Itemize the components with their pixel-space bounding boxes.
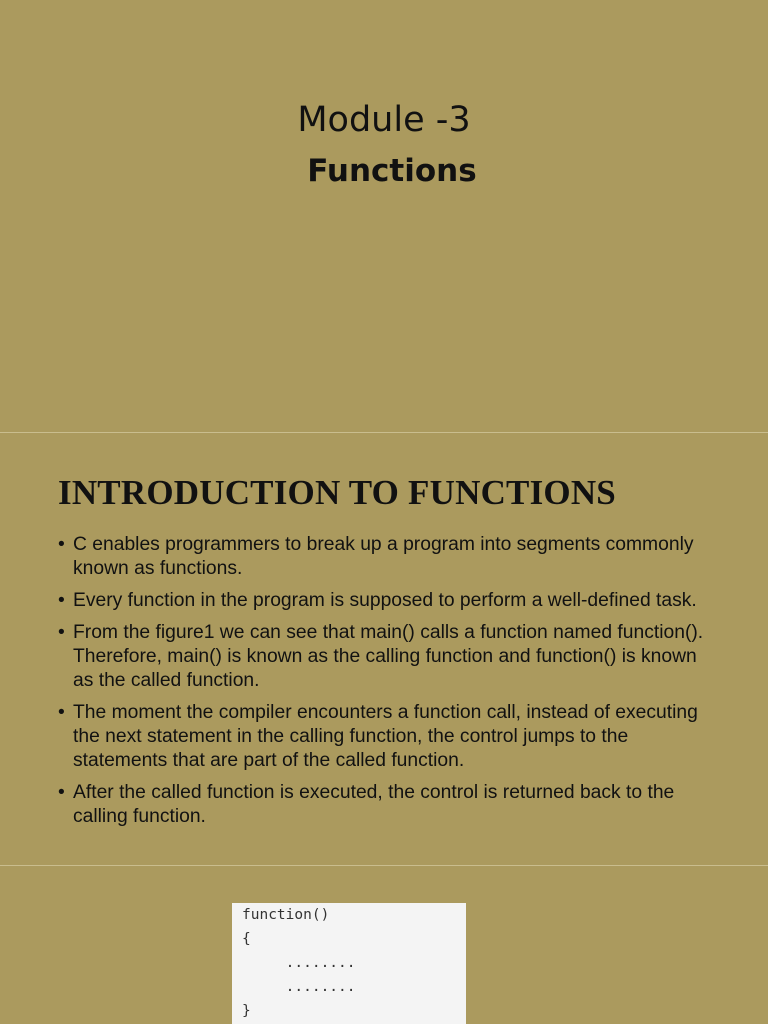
list-item	[58, 701, 718, 773]
title-slide	[0, 0, 768, 432]
bullet-text: After the called function is executed, the control is returned back to the calling function.	[73, 782, 675, 827]
code-line: ........	[242, 979, 356, 995]
code-figure	[232, 903, 466, 1024]
code-line: function()	[242, 907, 330, 923]
module-title: Module -3	[297, 100, 471, 140]
bullet-marker: •	[58, 534, 65, 555]
code-line: ........	[242, 955, 356, 971]
list-item	[58, 781, 718, 829]
figure-slide	[0, 866, 768, 1024]
intro-slide	[0, 433, 768, 865]
bullet-marker: •	[58, 782, 65, 803]
bullet-text: From the figure1 we can see that main() calls a function named function(). Therefore, main() is known as the calling function and function() is known as the called function.	[73, 622, 704, 691]
list-item	[58, 589, 718, 613]
code-line: {	[242, 931, 251, 947]
slide-heading: INTRODUCTION TO FUNCTIONS	[58, 473, 616, 512]
module-subtitle: Functions	[307, 153, 477, 189]
bullet-text: C enables programmers to break up a program into segments commonly known as functions.	[73, 534, 694, 579]
bullet-marker: •	[58, 590, 65, 611]
bullet-list	[58, 533, 718, 837]
list-item	[58, 533, 718, 581]
list-item	[58, 621, 718, 693]
bullet-text: The moment the compiler encounters a function call, instead of executing the next statement in the calling function, the control jumps to the statements that are part of the called function.	[73, 702, 698, 771]
bullet-marker: •	[58, 702, 65, 723]
code-line: }	[242, 1003, 251, 1019]
bullet-marker: •	[58, 622, 65, 643]
bullet-text: Every function in the program is supposed to perform a well-defined task.	[73, 590, 697, 611]
